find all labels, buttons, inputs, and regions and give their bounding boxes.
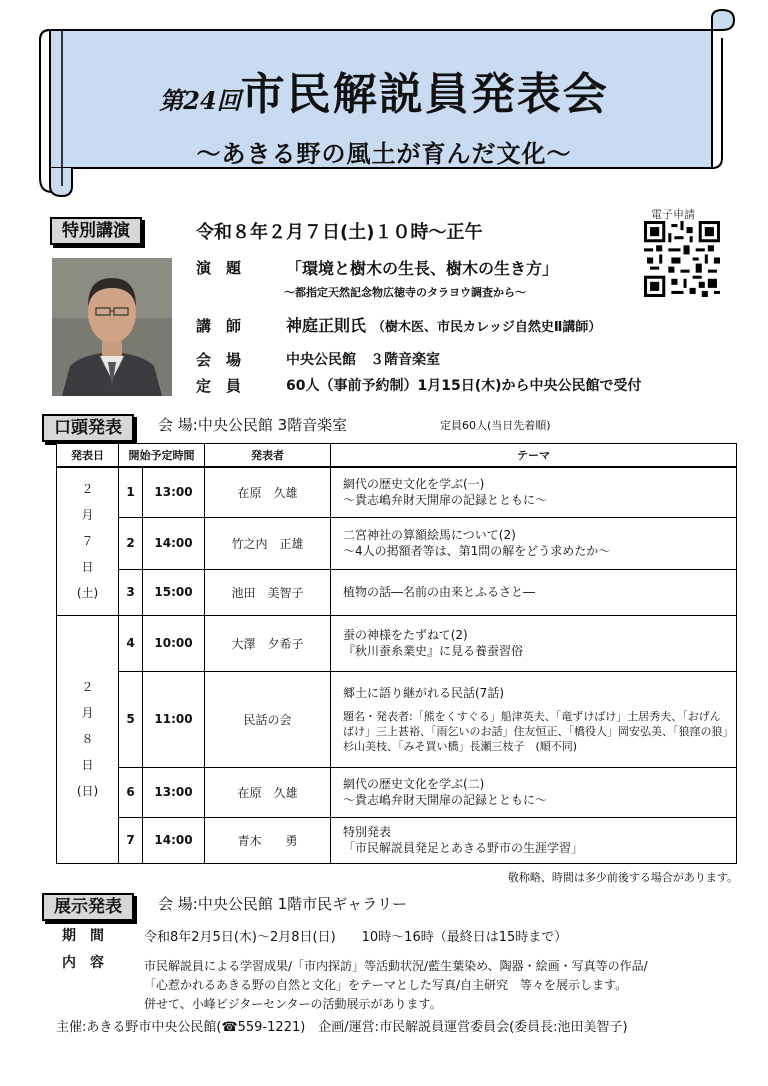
row-time: 10:00 [143, 615, 205, 671]
exhibit-content-3: 併せて、小峰ビジターセンターの活動展示があります。 [144, 997, 442, 1011]
lecturer-note: （樹木医、市民カレッジ自然史Ⅱ講師） [372, 320, 602, 335]
day1-cell: ２ 月 ７ 日 (土) [57, 467, 119, 615]
row-presenter: 竹之内 正雄 [205, 517, 331, 569]
row-presenter: 池田 美智子 [205, 569, 331, 615]
row-number: 4 [119, 615, 143, 671]
lecturer-name: 神庭正則氏 [286, 316, 367, 335]
oral-capacity: 定員60人(当日先着順) [440, 419, 551, 432]
capacity: 60人（事前予約制）1月15日(木)から中央公民館で受付 [286, 378, 642, 394]
row-theme: 網代の歴史文化を学ぶ(二) ～貴志嶋弁財天開扉の記録とともに～ [331, 767, 737, 817]
special-datetime: 令和８年２月７日(土)１０時～正午 [196, 222, 483, 243]
header-theme: テーマ [331, 444, 737, 468]
lecture-theme-sub: ～都指定天然記念物広徳寺のタラヨウ調査から～ [284, 286, 526, 299]
row-number: 6 [119, 767, 143, 817]
header-date: 発表日 [57, 444, 119, 468]
venue-label: 会 場 [196, 351, 242, 369]
qr-code-icon[interactable] [644, 221, 720, 297]
row-number: 3 [119, 569, 143, 615]
row-time: 15:00 [143, 569, 205, 615]
row-theme: 郷土に語り継がれる民話(7話) 題名・発表者:「熊をくすぐる」船津英夫、「竜ずけばけ」土居秀夫、「おげんばけ」三上甚裕、「雨乞いのお話」住友恒正、「橋役人」岡安弘美、「狼窪の狼」杉山美枝、「みそ買い橋」長瀬三枝子 (順不同) [331, 671, 737, 767]
row-presenter: 民話の会 [205, 671, 331, 767]
day2-cell: ２ 月 ８ 日 (日) [57, 615, 119, 863]
row-time: 11:00 [143, 671, 205, 767]
row-time: 13:00 [143, 767, 205, 817]
row-presenter: 大澤 夕希子 [205, 615, 331, 671]
table-row [57, 671, 737, 767]
header-presenter: 発表者 [205, 444, 331, 468]
oral-venue: 会 場:中央公民館 3階音楽室 [158, 416, 348, 434]
table-row [57, 817, 737, 863]
row-number: 2 [119, 517, 143, 569]
table-note: 敬称略、時間は多少前後する場合があります。 [507, 871, 738, 884]
oral-label: 口頭発表 [42, 414, 134, 442]
qr-label: 電子申請 [651, 208, 695, 221]
table-row [57, 517, 737, 569]
row-number: 1 [119, 467, 143, 517]
lecture-theme: 「環境と樹木の生長、樹木の生き方」 [286, 259, 559, 278]
row-theme: 二宮神社の算額絵馬について(2) ～4人の掲額者等は、第1問の解をどう求めたか～ [331, 517, 737, 569]
lecturer-photo [52, 258, 172, 396]
row-theme: 特別発表 「市民解説員発足とあきる野市の生涯学習」 [331, 817, 737, 863]
table-row [57, 569, 737, 615]
period-label: 期 間 [62, 928, 104, 944]
row-presenter: 在原 久雄 [205, 767, 331, 817]
capacity-label: 定 員 [196, 377, 242, 395]
page-subtitle: ～あきる野の風土が育んだ文化～ [196, 140, 572, 168]
lecturer-label: 講 師 [196, 317, 242, 335]
row-number: 5 [119, 671, 143, 767]
theme-label: 演 題 [196, 259, 242, 277]
table-row [57, 615, 737, 671]
row-presenter: 在原 久雄 [205, 467, 331, 517]
page-title [0, 58, 768, 122]
exhibit-venue: 会 場:中央公民館 1階市民ギャラリー [158, 895, 408, 913]
row-theme: 植物の話―名前の由来とふるさと― [331, 569, 737, 615]
special-lecture-label: 特別講演 [50, 217, 142, 245]
header-start-time: 開始予定時間 [119, 444, 205, 468]
row-number: 7 [119, 817, 143, 863]
table-row [57, 767, 737, 817]
footer-organizer: 主催:あきる野市中央公民館(☎559-1221) 企画/運営:市民解説員運営委員会(委員長:池田美智子) [56, 1020, 628, 1035]
exhibit-content-2: 「心惹かれるあきる野の自然と文化」をテーマとした写真/自主研究 等々を展示します。 [144, 978, 628, 992]
row-time: 14:00 [143, 517, 205, 569]
content-label: 内 容 [62, 955, 104, 971]
table-row [57, 467, 737, 517]
exhibit-label: 展示発表 [42, 893, 134, 921]
row-time: 13:00 [143, 467, 205, 517]
exhibit-period: 令和8年2月5日(木)～2月8日(日) 10時～16時（最終日は15時まで） [144, 930, 568, 945]
exhibit-content-1: 市民解説員による学習成果/「市内探訪」等活動状況/藍生葉染め、陶器・絵画・写真等の作品/ [144, 959, 648, 973]
row-theme: 蚕の神様をたずねて(2) 『秋川蚕糸業史』に見る養蚕習俗 [331, 615, 737, 671]
row-presenter: 青木 勇 [205, 817, 331, 863]
venue: 中央公民館 ３階音楽室 [286, 352, 440, 368]
schedule-table [56, 443, 737, 864]
title-prefix: 第24回 [159, 86, 241, 115]
table-header-row [57, 444, 737, 468]
title-main: 市民解説員発表会 [240, 69, 609, 120]
row-time: 14:00 [143, 817, 205, 863]
row-theme: 網代の歴史文化を学ぶ(一) ～貴志嶋弁財天開扉の記録とともに～ [331, 467, 737, 517]
